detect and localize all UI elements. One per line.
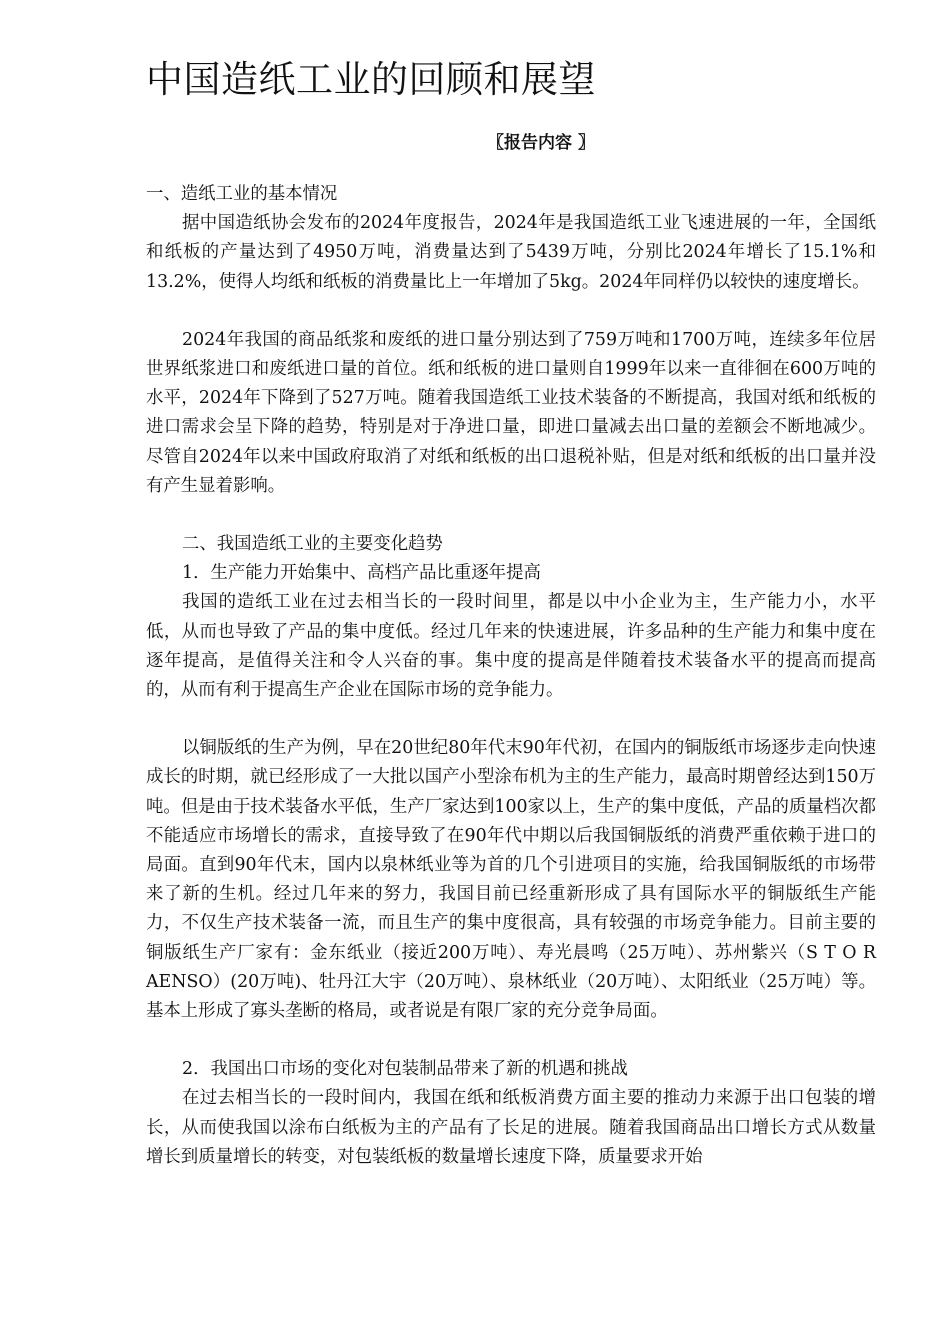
paragraph-3: 我国的造纸工业在过去相当长的一段时间里，都是以中小企业为主，生产能力小，水平低，从而也导致了产品的集中度低。经过几年来的快速进展，许多品种的生产能力和集中度在逐年提高，是值得关注和令人兴奋的事。集中度的提高是伴随着技术装备水平的提高而提高的，从而有利于提高生产企业在国际市场的竞争能力。 <box>146 592 876 701</box>
document-page <box>146 56 876 1172</box>
paragraph-1: 据中国造纸协会发布的2024年度报告，2024年是我国造纸工业飞速进展的一年，全国纸和纸板的产量达到了4950万吨，消费量达到了5439万吨，分别比2024年增长了15.1%和13.2%，使得人均纸和纸板的消费量比上一年增加了5kg。2024年同样仍以较快的速度增长。 <box>146 213 876 292</box>
document-title: 中国造纸工业的回顾和展望 <box>146 58 596 101</box>
paragraph-4: 以铜版纸的生产为例，早在20世纪80年代末90年代初，在国内的铜版纸市场逐步走向快速成长的时期，就已经形成了一大批以国产小型涂布机为主的生产能力，最高时期曾经达到150万吨。但是由于技术装备水平低，生产厂家达到100家以上，生产的集中度低，产品的质量档次都不能适应市场增长的需求，直接导致了在90年代中期以后我国铜版纸的消费严重依赖于进口的局面。直到90年代末，国内以泉林纸业等为首的几个引进项目的实施，给我国铜版纸的市场带来了新的生机。经过几年来的努力，我国目前已经重新形成了具有国际水平的铜版纸生产能力，不仅生产技术装备一流，而且生产的集中度很高，具有较强的市场竞争能力。目前主要的铜版纸生产厂家有：金东纸业（接近200万吨）、寿光晨鸣（25万吨）、苏州紫兴（S T O R AENSO）(20万吨)、牡丹江大宇（20万吨）、泉林纸业（20万吨）、太阳纸业（25万吨）等。基本上形成了寡头垄断的格局，或者说是有限厂家的充分竞争局面。 <box>146 738 876 1022</box>
section-heading-2: 二、我国造纸工业的主要变化趋势 <box>182 534 443 555</box>
subsection-heading-2: 2．我国出口市场的变化对包装制品带来了新的机遇和挑战 <box>182 1059 628 1080</box>
subsection-heading-1: 1．生产能力开始集中、高档产品比重逐年提高 <box>182 563 541 584</box>
section-heading-1: 一、造纸工业的基本情况 <box>146 184 338 204</box>
paragraph-2: 2024年我国的商品纸浆和废纸的进口量分别达到了759万吨和1700万吨，连续多年位居世界纸浆进口和废纸进口量的首位。纸和纸板的进口量则自1999年以来一直徘徊在600万吨的水平，2024年下降到了527万吨。随着我国造纸工业技术装备的不断提高，我国对纸和纸板的进口需求会呈下降的趋势，特别是对于净进口量，即进口量减去出口量的差额会不断地减少。尽管自2024年以来中国政府取消了对纸和纸板的出口退税补贴，但是对纸和纸板的出口量并没有产生显着影响。 <box>146 329 876 496</box>
document-subtitle: 〖报告内容 〗 <box>487 133 595 153</box>
paragraph-5: 在过去相当长的一段时间内，我国在纸和纸板消费方面主要的推动力来源于出口包装的增长，从而使我国以涂布白纸板为主的产品有了长足的进展。随着我国商品出口增长方式从数量增长到质量增长的转变，对包装纸板的数量增长速度下降，质量要求开始 <box>146 1088 876 1167</box>
